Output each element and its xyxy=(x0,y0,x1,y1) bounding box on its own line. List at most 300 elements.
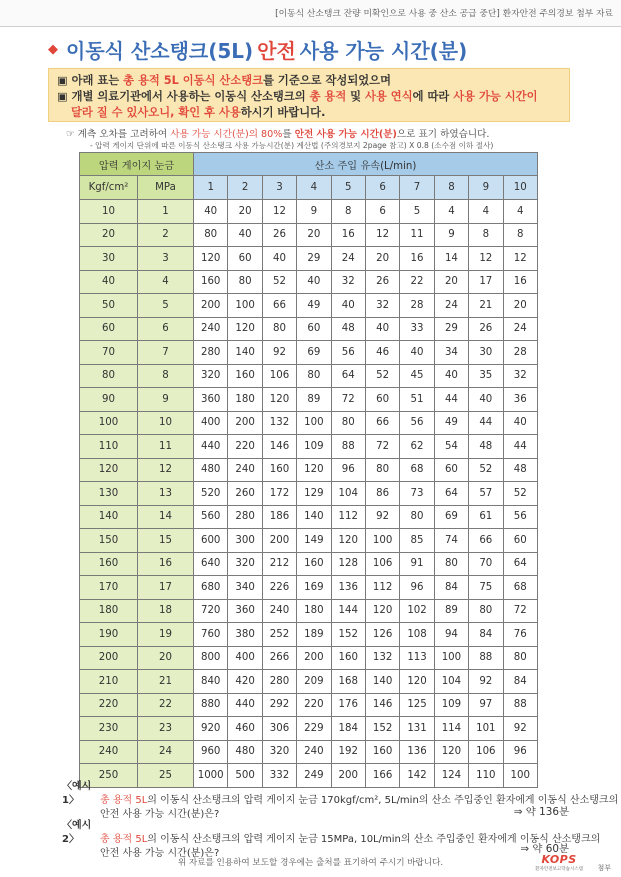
minutes-cell: 20 xyxy=(434,270,468,294)
kgf-cell: 70 xyxy=(80,341,138,365)
minutes-cell: 160 xyxy=(194,270,228,294)
notice-highlight: 총 용적 xyxy=(309,90,347,103)
kgf-cell: 130 xyxy=(80,482,138,506)
minutes-cell: 80 xyxy=(503,646,537,670)
minutes-cell: 84 xyxy=(469,623,503,647)
minutes-cell: 560 xyxy=(194,505,228,529)
minutes-cell: 52 xyxy=(503,482,537,506)
minutes-cell: 169 xyxy=(297,576,331,600)
minutes-cell: 17 xyxy=(469,270,503,294)
minutes-cell: 100 xyxy=(365,529,399,553)
table-row xyxy=(80,458,538,482)
minutes-cell: 131 xyxy=(400,717,434,741)
minutes-cell: 4 xyxy=(503,200,537,224)
minutes-cell: 33 xyxy=(400,317,434,341)
minutes-cell: 54 xyxy=(434,435,468,459)
notice-highlight: 사용 가능 시간이 xyxy=(453,90,538,103)
kgf-cell: 240 xyxy=(80,740,138,764)
minutes-cell: 24 xyxy=(434,294,468,318)
minutes-cell: 226 xyxy=(262,576,296,600)
mpa-cell: 9 xyxy=(138,388,194,412)
mpa-cell: 19 xyxy=(138,623,194,647)
minutes-cell: 88 xyxy=(469,646,503,670)
mpa-cell: 6 xyxy=(138,317,194,341)
mpa-cell: 25 xyxy=(138,764,194,788)
minutes-cell: 8 xyxy=(469,223,503,247)
minutes-cell: 680 xyxy=(194,576,228,600)
minutes-cell: 125 xyxy=(400,693,434,717)
minutes-cell: 189 xyxy=(297,623,331,647)
minutes-cell: 176 xyxy=(331,693,365,717)
table-body xyxy=(80,200,538,788)
unit-kgf-header: Kgf/cm² xyxy=(80,176,138,200)
kops-logo xyxy=(535,853,583,872)
minutes-cell: 80 xyxy=(228,270,262,294)
minutes-cell: 100 xyxy=(297,411,331,435)
table-row xyxy=(80,200,538,224)
minutes-cell: 172 xyxy=(262,482,296,506)
flow-rate-header: 10 xyxy=(503,176,537,200)
mpa-cell: 16 xyxy=(138,552,194,576)
minutes-cell: 20 xyxy=(365,247,399,271)
gauge-header: 압력 게이지 눈금 xyxy=(80,153,194,176)
minutes-cell: 152 xyxy=(331,623,365,647)
minutes-cell: 60 xyxy=(365,388,399,412)
minutes-cell: 73 xyxy=(400,482,434,506)
minutes-cell: 200 xyxy=(228,411,262,435)
minutes-cell: 20 xyxy=(297,223,331,247)
minutes-cell: 440 xyxy=(228,693,262,717)
minutes-cell: 146 xyxy=(262,435,296,459)
minutes-cell: 5 xyxy=(400,200,434,224)
notice-highlight: 총 용적 5L 이동식 산소탱크 xyxy=(123,74,264,87)
kgf-cell: 20 xyxy=(80,223,138,247)
minutes-cell: 32 xyxy=(503,364,537,388)
minutes-cell: 48 xyxy=(331,317,365,341)
minutes-cell: 96 xyxy=(331,458,365,482)
example-label: 〈예시2〉 xyxy=(62,820,92,845)
note-highlight: 사용 가능 시간(분)의 80% xyxy=(170,129,283,140)
notice-text: 개별 의료기관에서 사용하는 이동식 산소탱크의 xyxy=(71,90,306,103)
kgf-cell: 90 xyxy=(80,388,138,412)
kgf-cell: 150 xyxy=(80,529,138,553)
minutes-cell: 80 xyxy=(297,364,331,388)
minutes-cell: 30 xyxy=(469,341,503,365)
minutes-cell: 100 xyxy=(434,646,468,670)
kgf-cell: 190 xyxy=(80,623,138,647)
minutes-cell: 128 xyxy=(331,552,365,576)
minutes-cell: 160 xyxy=(228,364,262,388)
minutes-cell: 152 xyxy=(365,717,399,741)
table-row xyxy=(80,505,538,529)
minutes-cell: 114 xyxy=(434,717,468,741)
minutes-cell: 49 xyxy=(297,294,331,318)
minutes-cell: 280 xyxy=(228,505,262,529)
kgf-cell: 230 xyxy=(80,717,138,741)
table-row xyxy=(80,411,538,435)
minutes-cell: 480 xyxy=(228,740,262,764)
mpa-cell: 14 xyxy=(138,505,194,529)
minutes-cell: 960 xyxy=(194,740,228,764)
example-highlight: 총 용적 5L xyxy=(100,795,148,806)
minutes-cell: 106 xyxy=(262,364,296,388)
minutes-cell: 44 xyxy=(434,388,468,412)
minutes-cell: 61 xyxy=(469,505,503,529)
minutes-cell: 92 xyxy=(262,341,296,365)
mpa-cell: 23 xyxy=(138,717,194,741)
minutes-cell: 40 xyxy=(400,341,434,365)
minutes-cell: 40 xyxy=(262,247,296,271)
safe-usage-table xyxy=(79,152,538,788)
table-row xyxy=(80,435,538,459)
minutes-cell: 306 xyxy=(262,717,296,741)
table-row xyxy=(80,223,538,247)
title-part3: 사용 가능 시간(분) xyxy=(299,38,468,63)
notice-text: 하시기 바랍니다. xyxy=(240,106,326,119)
minutes-cell: 52 xyxy=(262,270,296,294)
kgf-cell: 10 xyxy=(80,200,138,224)
minutes-cell: 120 xyxy=(228,317,262,341)
kgf-cell: 180 xyxy=(80,599,138,623)
minutes-cell: 80 xyxy=(469,599,503,623)
minutes-cell: 80 xyxy=(400,505,434,529)
minutes-cell: 136 xyxy=(400,740,434,764)
attachment-label: 첨부 xyxy=(597,864,611,872)
note-highlight: 안전 사용 가능 시간(분) xyxy=(294,129,397,140)
table-row xyxy=(80,717,538,741)
kgf-cell: 110 xyxy=(80,435,138,459)
minutes-cell: 35 xyxy=(469,364,503,388)
mpa-cell: 12 xyxy=(138,458,194,482)
minutes-cell: 100 xyxy=(228,294,262,318)
minutes-cell: 60 xyxy=(434,458,468,482)
mpa-cell: 7 xyxy=(138,341,194,365)
minutes-cell: 26 xyxy=(262,223,296,247)
minutes-cell: 44 xyxy=(503,435,537,459)
minutes-cell: 144 xyxy=(331,599,365,623)
minutes-cell: 11 xyxy=(400,223,434,247)
table-row xyxy=(80,270,538,294)
minutes-cell: 1000 xyxy=(194,764,228,788)
minutes-cell: 88 xyxy=(503,693,537,717)
minutes-cell: 46 xyxy=(365,341,399,365)
kgf-cell: 160 xyxy=(80,552,138,576)
minutes-cell: 240 xyxy=(194,317,228,341)
minutes-cell: 332 xyxy=(262,764,296,788)
minutes-cell: 104 xyxy=(331,482,365,506)
table-row xyxy=(80,670,538,694)
minutes-cell: 9 xyxy=(297,200,331,224)
checkbox-icon: ▣ xyxy=(57,90,68,103)
note xyxy=(66,126,489,140)
minutes-cell: 640 xyxy=(194,552,228,576)
minutes-cell: 70 xyxy=(469,552,503,576)
logo-subtitle: 환자안전보고학습시스템 xyxy=(535,867,583,872)
minutes-cell: 56 xyxy=(400,411,434,435)
table-row xyxy=(80,388,538,412)
minutes-cell: 124 xyxy=(434,764,468,788)
minutes-cell: 104 xyxy=(434,670,468,694)
example-text: 의 이동식 산소탱크의 압력 게이지 눈금 15MPa, 10L/min의 산소 주입중인 환자에게 이동식 산소탱크의 xyxy=(147,834,601,845)
minutes-cell: 106 xyxy=(469,740,503,764)
notice-line-1 xyxy=(57,73,561,89)
minutes-cell: 89 xyxy=(434,599,468,623)
minutes-cell: 40 xyxy=(194,200,228,224)
minutes-cell: 75 xyxy=(469,576,503,600)
minutes-cell: 160 xyxy=(365,740,399,764)
notice-text: 에 따라 xyxy=(412,90,450,103)
minutes-cell: 26 xyxy=(469,317,503,341)
minutes-cell: 140 xyxy=(297,505,331,529)
minutes-cell: 252 xyxy=(262,623,296,647)
mpa-cell: 4 xyxy=(138,270,194,294)
banner-text: [이동식 산소탱크 잔량 미확인으로 사용 중 산소 공급 중단] 환자안전 주의경보 첨부 자료 xyxy=(275,9,613,19)
minutes-cell: 266 xyxy=(262,646,296,670)
mpa-cell: 21 xyxy=(138,670,194,694)
minutes-cell: 85 xyxy=(400,529,434,553)
kgf-cell: 40 xyxy=(80,270,138,294)
table-row xyxy=(80,646,538,670)
notice-text: 아래 표는 xyxy=(71,74,120,87)
minutes-cell: 22 xyxy=(400,270,434,294)
mpa-cell: 2 xyxy=(138,223,194,247)
minutes-cell: 12 xyxy=(503,247,537,271)
minutes-cell: 20 xyxy=(228,200,262,224)
pointing-hand-icon: ☞ xyxy=(66,129,75,140)
mpa-cell: 11 xyxy=(138,435,194,459)
calculation-note: - 압력 게이지 단위에 따른 이동식 산소탱크 사용 가능시간(분) 계산법 (주의경보지 2page 참고) X 0.8 (소수점 이하 절사) xyxy=(90,141,494,150)
example-text: 의 이동식 산소탱크의 압력 게이지 눈금 170kgf/cm², 5L/min의 산소 주입중인 환자에게 이동식 산소탱크의 xyxy=(147,795,619,806)
minutes-cell: 100 xyxy=(503,764,537,788)
notice-line-3 xyxy=(57,105,561,121)
minutes-cell: 12 xyxy=(262,200,296,224)
minutes-cell: 80 xyxy=(262,317,296,341)
kgf-cell: 30 xyxy=(80,247,138,271)
minutes-cell: 480 xyxy=(194,458,228,482)
minutes-cell: 113 xyxy=(400,646,434,670)
minutes-cell: 260 xyxy=(228,482,262,506)
minutes-cell: 166 xyxy=(365,764,399,788)
minutes-cell: 102 xyxy=(400,599,434,623)
minutes-cell: 880 xyxy=(194,693,228,717)
note-text: 계측 오차를 고려하여 xyxy=(77,129,168,140)
minutes-cell: 240 xyxy=(228,458,262,482)
minutes-cell: 120 xyxy=(194,247,228,271)
table-row xyxy=(80,552,538,576)
mpa-cell: 18 xyxy=(138,599,194,623)
minutes-cell: 149 xyxy=(297,529,331,553)
minutes-cell: 64 xyxy=(503,552,537,576)
minutes-cell: 40 xyxy=(503,411,537,435)
note-text: 를 xyxy=(282,129,292,140)
minutes-cell: 200 xyxy=(194,294,228,318)
mpa-cell: 15 xyxy=(138,529,194,553)
minutes-cell: 132 xyxy=(262,411,296,435)
minutes-cell: 600 xyxy=(194,529,228,553)
notice-highlight: 달라 질 수 있사오니, 확인 후 사용 xyxy=(71,106,241,119)
mpa-cell: 17 xyxy=(138,576,194,600)
minutes-cell: 16 xyxy=(503,270,537,294)
minutes-cell: 520 xyxy=(194,482,228,506)
minutes-cell: 96 xyxy=(503,740,537,764)
minutes-cell: 29 xyxy=(297,247,331,271)
table-row xyxy=(80,740,538,764)
mpa-cell: 20 xyxy=(138,646,194,670)
minutes-cell: 120 xyxy=(434,740,468,764)
minutes-cell: 9 xyxy=(434,223,468,247)
kgf-cell: 80 xyxy=(80,364,138,388)
example-2-answer: ⇒ 약 60분 xyxy=(520,843,569,855)
minutes-cell: 45 xyxy=(400,364,434,388)
minutes-cell: 840 xyxy=(194,670,228,694)
minutes-cell: 68 xyxy=(400,458,434,482)
kgf-cell: 50 xyxy=(80,294,138,318)
minutes-cell: 48 xyxy=(503,458,537,482)
flow-rate-header: 2 xyxy=(228,176,262,200)
table-row xyxy=(80,576,538,600)
minutes-cell: 8 xyxy=(503,223,537,247)
minutes-cell: 57 xyxy=(469,482,503,506)
mpa-cell: 13 xyxy=(138,482,194,506)
minutes-cell: 240 xyxy=(262,599,296,623)
example-question: 안전 사용 가능 시간(분)은? xyxy=(100,848,220,859)
minutes-cell: 48 xyxy=(469,435,503,459)
diamond-icon: ◆ xyxy=(48,41,58,57)
minutes-cell: 76 xyxy=(503,623,537,647)
notice-text: 를 기준으로 작성되었으며 xyxy=(263,74,391,87)
minutes-cell: 88 xyxy=(331,435,365,459)
minutes-cell: 49 xyxy=(434,411,468,435)
minutes-cell: 292 xyxy=(262,693,296,717)
minutes-cell: 86 xyxy=(365,482,399,506)
minutes-cell: 212 xyxy=(262,552,296,576)
minutes-cell: 94 xyxy=(434,623,468,647)
minutes-cell: 60 xyxy=(228,247,262,271)
minutes-cell: 460 xyxy=(228,717,262,741)
minutes-cell: 320 xyxy=(262,740,296,764)
kgf-cell: 250 xyxy=(80,764,138,788)
minutes-cell: 800 xyxy=(194,646,228,670)
table-row xyxy=(80,341,538,365)
minutes-cell: 66 xyxy=(262,294,296,318)
example-highlight: 총 용적 5L xyxy=(100,834,148,845)
minutes-cell: 80 xyxy=(365,458,399,482)
flow-rate-header: 6 xyxy=(365,176,399,200)
minutes-cell: 6 xyxy=(365,200,399,224)
minutes-cell: 60 xyxy=(297,317,331,341)
minutes-cell: 80 xyxy=(434,552,468,576)
mpa-cell: 22 xyxy=(138,693,194,717)
table-row xyxy=(80,599,538,623)
minutes-cell: 28 xyxy=(400,294,434,318)
minutes-cell: 64 xyxy=(434,482,468,506)
minutes-cell: 209 xyxy=(297,670,331,694)
minutes-cell: 229 xyxy=(297,717,331,741)
example-question: 안전 사용 가능 시간(분)은? xyxy=(100,809,220,820)
minutes-cell: 120 xyxy=(400,670,434,694)
minutes-cell: 40 xyxy=(434,364,468,388)
notice-text: 및 xyxy=(350,90,362,103)
minutes-cell: 140 xyxy=(228,341,262,365)
minutes-cell: 500 xyxy=(228,764,262,788)
minutes-cell: 80 xyxy=(331,411,365,435)
minutes-cell: 184 xyxy=(331,717,365,741)
minutes-cell: 80 xyxy=(194,223,228,247)
minutes-cell: 160 xyxy=(331,646,365,670)
minutes-cell: 200 xyxy=(297,646,331,670)
minutes-cell: 120 xyxy=(262,388,296,412)
minutes-cell: 106 xyxy=(365,552,399,576)
minutes-cell: 16 xyxy=(331,223,365,247)
minutes-cell: 72 xyxy=(331,388,365,412)
flow-rate-header: 5 xyxy=(331,176,365,200)
minutes-cell: 72 xyxy=(365,435,399,459)
minutes-cell: 4 xyxy=(434,200,468,224)
minutes-cell: 200 xyxy=(262,529,296,553)
minutes-cell: 112 xyxy=(331,505,365,529)
minutes-cell: 92 xyxy=(365,505,399,529)
table-row xyxy=(80,623,538,647)
minutes-cell: 136 xyxy=(331,576,365,600)
minutes-cell: 8 xyxy=(331,200,365,224)
notice-box xyxy=(48,68,570,122)
minutes-cell: 40 xyxy=(331,294,365,318)
minutes-cell: 109 xyxy=(297,435,331,459)
minutes-cell: 4 xyxy=(469,200,503,224)
title-part1: 이동식 산소탱크(5L) xyxy=(66,38,254,63)
flow-rate-header: 3 xyxy=(262,176,296,200)
footer-note: 위 자료를 인용하여 보도할 경우에는 출처를 표기하여 주시기 바랍니다. xyxy=(177,858,444,868)
minutes-cell: 120 xyxy=(365,599,399,623)
minutes-cell: 51 xyxy=(400,388,434,412)
example-label: 〈예시1〉 xyxy=(62,781,92,806)
minutes-cell: 60 xyxy=(503,529,537,553)
minutes-cell: 110 xyxy=(469,764,503,788)
minutes-cell: 16 xyxy=(400,247,434,271)
minutes-cell: 280 xyxy=(194,341,228,365)
table-row xyxy=(80,529,538,553)
minutes-cell: 97 xyxy=(469,693,503,717)
minutes-cell: 28 xyxy=(503,341,537,365)
mpa-cell: 10 xyxy=(138,411,194,435)
minutes-cell: 84 xyxy=(434,576,468,600)
minutes-cell: 112 xyxy=(365,576,399,600)
minutes-cell: 14 xyxy=(434,247,468,271)
minutes-cell: 120 xyxy=(297,458,331,482)
kgf-cell: 100 xyxy=(80,411,138,435)
minutes-cell: 300 xyxy=(228,529,262,553)
table-row xyxy=(80,693,538,717)
kgf-cell: 140 xyxy=(80,505,138,529)
minutes-cell: 40 xyxy=(469,388,503,412)
unit-mpa-header: MPa xyxy=(138,176,194,200)
checkbox-icon: ▣ xyxy=(57,74,68,87)
minutes-cell: 69 xyxy=(297,341,331,365)
minutes-cell: 56 xyxy=(503,505,537,529)
minutes-cell: 132 xyxy=(365,646,399,670)
mpa-cell: 5 xyxy=(138,294,194,318)
minutes-cell: 192 xyxy=(331,740,365,764)
top-banner xyxy=(0,0,621,27)
minutes-cell: 56 xyxy=(331,341,365,365)
minutes-cell: 68 xyxy=(503,576,537,600)
page-title xyxy=(48,32,467,66)
flow-rate-header: 7 xyxy=(400,176,434,200)
minutes-cell: 62 xyxy=(400,435,434,459)
table-row xyxy=(80,364,538,388)
minutes-cell: 66 xyxy=(365,411,399,435)
kgf-cell: 220 xyxy=(80,693,138,717)
